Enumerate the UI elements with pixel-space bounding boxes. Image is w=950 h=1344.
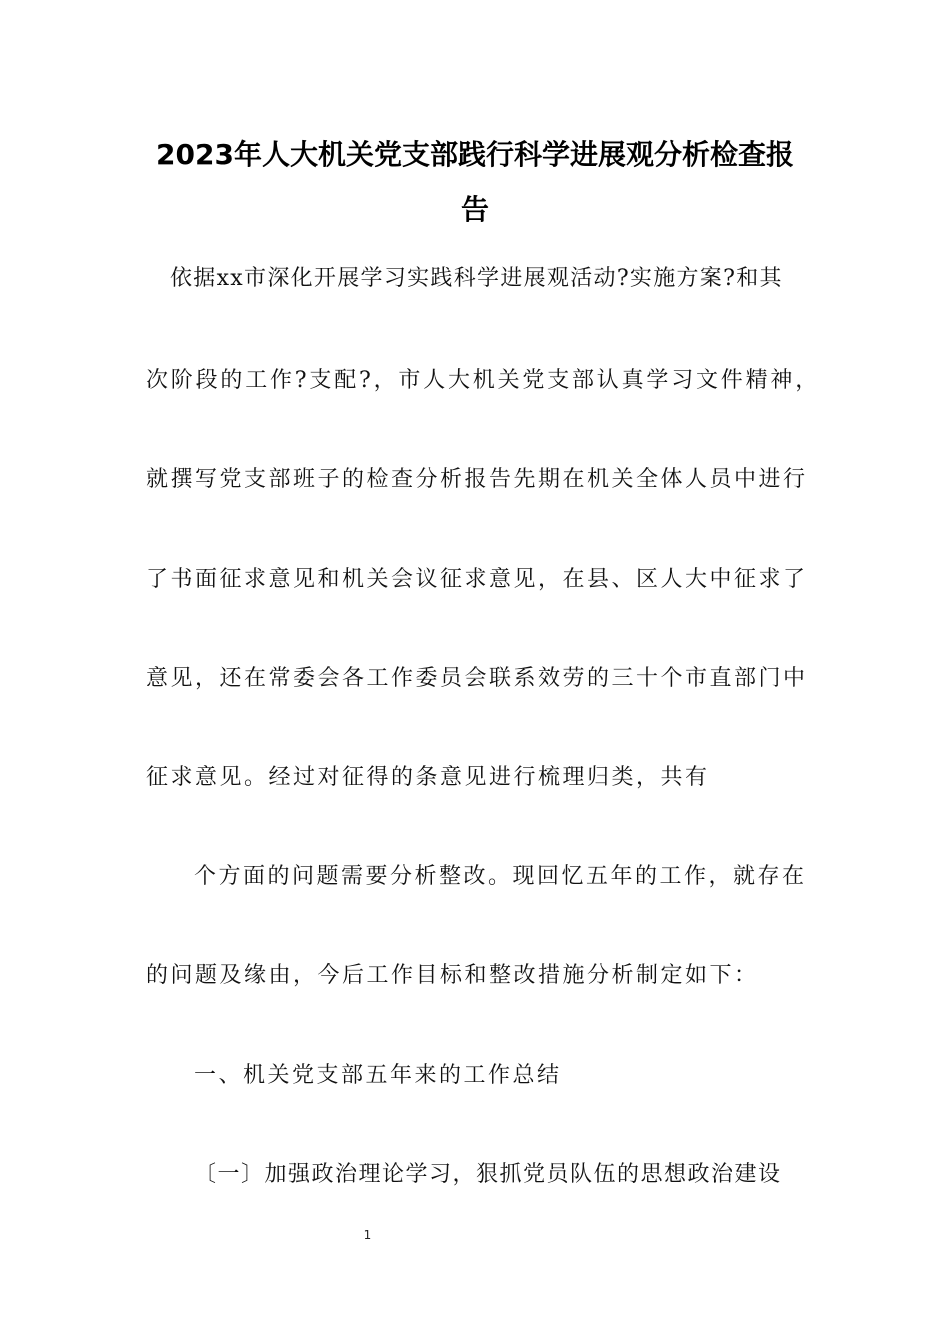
body-line-2: 次阶段的工作?支配?，市人大机关党支部认真学习文件精神， [146,368,820,393]
section-heading: 一、机关党支部五年来的工作总结 [194,1063,562,1088]
body-line-7: 个方面的问题需要分析整改。现回忆五年的工作，就存在 [194,864,807,889]
subsection-heading: 〔一〕加强政治理论学习，狠抓党员队伍的思想政治建设 [194,1162,782,1187]
body-line-5: 意见，还在常委会各工作委员会联系效劳的三十个市直部门中 [146,666,808,691]
body-line-3: 就撰写党支部班子的检查分析报告先期在机关全体人员中进行 [146,467,808,492]
page-number: 1 [363,1228,372,1242]
body-line-6: 征求意见。经过对征得的条意见进行梳理归类，共有 [146,765,710,790]
document-title-line-1: 2023年人大机关党支部践行科学进展观分析检查报 [156,138,794,171]
body-line-4: 了书面征求意见和机关会议征求意见，在县、区人大中征求了 [146,567,808,592]
body-line-8: 的问题及缘由，今后工作目标和整改措施分析制定如下： [146,963,759,988]
document-title-line-2: 告 [460,193,489,226]
body-line-1: 依据xx市深化开展学习实践科学进展观活动?实施方案?和其 [170,266,783,291]
